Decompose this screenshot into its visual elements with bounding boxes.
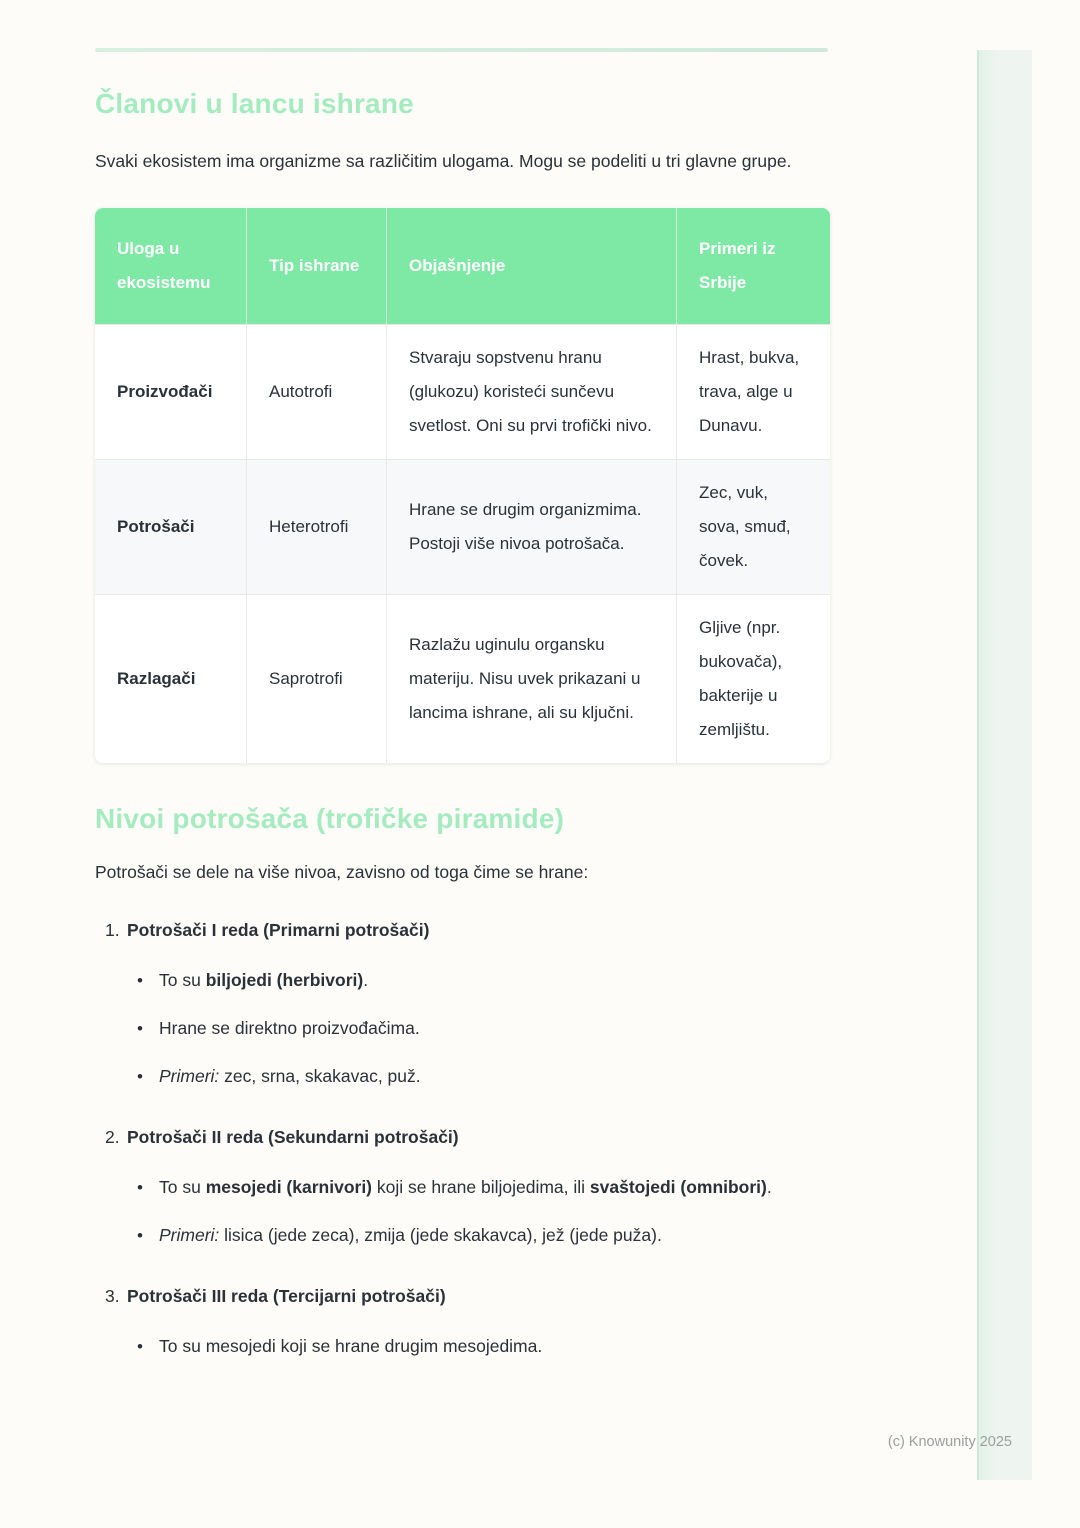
list-item-number: 3.	[105, 1286, 120, 1306]
bullet-item: • To su mesojedi (karnivori) koji se hrane biljojedima, ili svaštojedi (omnibori).	[137, 1170, 828, 1205]
list-item-title: Potrošači I reda (Primarni potrošači)	[127, 920, 430, 940]
list-item-title: Potrošači II reda (Sekundarni potrošači)	[127, 1127, 459, 1147]
col-header-tip: Tip ishrane	[246, 208, 386, 324]
cell-type: Saprotrofi	[246, 594, 386, 763]
bullet-icon: •	[137, 971, 143, 990]
bullet-icon: •	[137, 1067, 143, 1086]
table-row	[95, 594, 830, 763]
bullet-icon: •	[137, 1337, 143, 1356]
bullet-item: • Primeri: lisica (jede zeca), zmija (jede skakavca), jež (jede puža).	[137, 1218, 828, 1253]
table-row	[95, 459, 830, 594]
cell-role: Potrošači	[95, 459, 246, 594]
table-row	[95, 324, 830, 459]
cell-type: Autotrofi	[246, 324, 386, 459]
section2-title: Nivoi potrošača (trofičke piramide)	[95, 803, 565, 834]
section1-title: Članovi u lancu ishrane	[95, 88, 414, 119]
cell-role: Proizvođači	[95, 324, 246, 459]
col-header-uloga: Uloga u ekosistemu	[95, 208, 246, 324]
list-item	[95, 1283, 828, 1364]
copyright-note: (c) Knowunity 2025	[887, 1434, 1012, 1450]
bullet-icon: •	[137, 1178, 143, 1197]
bullet-item: • Primeri: zec, srna, skakavac, puž.	[137, 1059, 828, 1094]
consumer-levels-list	[95, 917, 828, 1364]
section2-intro-paragraph: Potrošači se dele na više nivoa, zavisno od toga čime se hrane:	[95, 862, 589, 882]
col-header-objasnjenje: Objašnjenje	[386, 208, 676, 324]
list-item	[95, 917, 828, 1094]
bullet-icon: •	[137, 1226, 143, 1245]
list-item-title: Potrošači III reda (Tercijarni potrošači)	[127, 1286, 446, 1306]
document-page	[95, 0, 828, 1377]
cell-explanation: Hrane se drugim organizmima. Postoji više nivoa potrošača.	[386, 459, 676, 594]
bullet-item: • To su biljojedi (herbivori).	[137, 963, 828, 998]
list-item	[95, 1124, 828, 1253]
bullet-item: • To su mesojedi koji se hrane drugim mesojedima.	[137, 1329, 828, 1364]
bullet-icon: •	[137, 1019, 143, 1038]
ecosystem-roles-table	[95, 208, 830, 763]
list-item-number: 1.	[105, 920, 120, 940]
cell-examples: Gljive (npr. bukovača), bakterije u zemljištu.	[676, 594, 830, 763]
cell-type: Heterotrofi	[246, 459, 386, 594]
page-edge-accent-band	[977, 50, 1032, 1480]
cell-examples: Zec, vuk, sova, smuđ, čovek.	[676, 459, 830, 594]
list-item-number: 2.	[105, 1127, 120, 1147]
table-header-row	[95, 208, 830, 324]
cell-explanation: Razlažu uginulu organsku materiju. Nisu uvek prikazani u lancima ishrane, ali su ključni.	[386, 594, 676, 763]
cell-examples: Hrast, bukva, trava, alge u Dunavu.	[676, 324, 830, 459]
col-header-primeri: Primeri iz Srbije	[676, 208, 830, 324]
bullet-item: • Hrane se direktno proizvođačima.	[137, 1011, 828, 1046]
cell-explanation: Stvaraju sopstvenu hranu (glukozu) koristeći sunčevu svetlost. Oni su prvi trofički nivo.	[386, 324, 676, 459]
cell-role: Razlagači	[95, 594, 246, 763]
section1-intro-paragraph: Svaki ekosistem ima organizme sa različitim ulogama. Mogu se podeliti u tri glavne grupe.	[95, 151, 792, 171]
section-divider-rule	[95, 48, 828, 52]
